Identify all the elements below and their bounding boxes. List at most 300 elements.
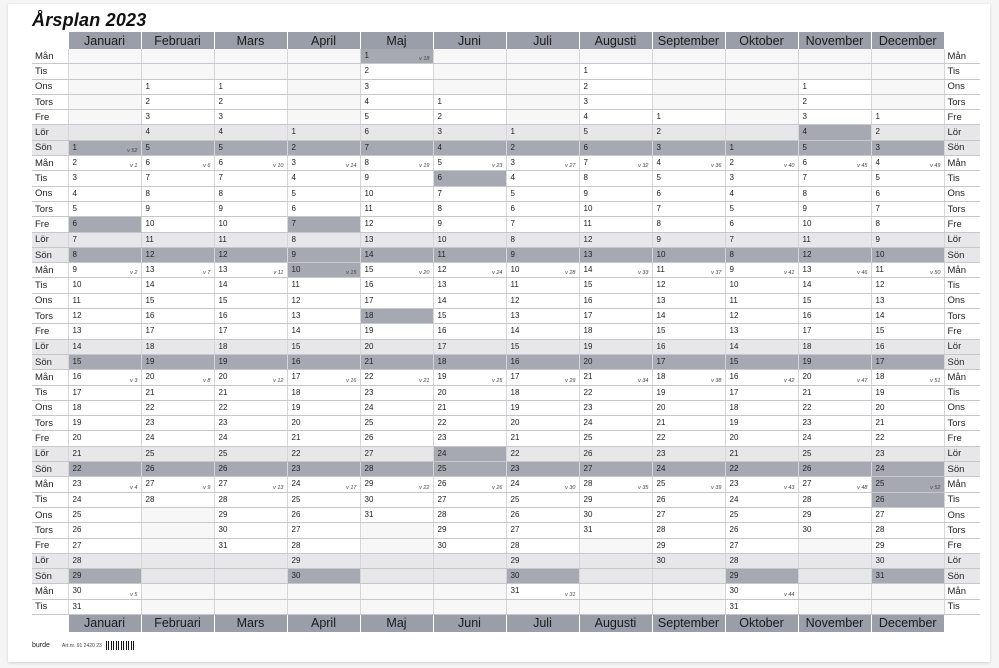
- day-cell[interactable]: [433, 354, 506, 369]
- day-cell[interactable]: [725, 232, 798, 247]
- day-cell[interactable]: [287, 309, 360, 324]
- day-cell[interactable]: [141, 446, 214, 461]
- day-cell[interactable]: [506, 186, 579, 201]
- day-cell[interactable]: [287, 156, 360, 171]
- day-cell[interactable]: [360, 385, 433, 400]
- day-cell[interactable]: [798, 507, 871, 522]
- day-cell[interactable]: [798, 370, 871, 385]
- day-cell[interactable]: [360, 186, 433, 201]
- day-cell[interactable]: [506, 569, 579, 584]
- day-cell[interactable]: [871, 416, 944, 431]
- day-cell[interactable]: [506, 538, 579, 553]
- day-cell[interactable]: [68, 492, 141, 507]
- day-cell[interactable]: [725, 217, 798, 232]
- day-cell[interactable]: [798, 156, 871, 171]
- day-cell[interactable]: [579, 156, 652, 171]
- day-cell[interactable]: [214, 400, 287, 415]
- day-cell[interactable]: [652, 140, 725, 155]
- day-cell[interactable]: [360, 354, 433, 369]
- day-cell[interactable]: [506, 140, 579, 155]
- day-cell[interactable]: [214, 339, 287, 354]
- day-cell[interactable]: [214, 263, 287, 278]
- day-cell[interactable]: [433, 156, 506, 171]
- day-cell[interactable]: [141, 278, 214, 293]
- day-cell[interactable]: [360, 477, 433, 492]
- day-cell[interactable]: [433, 492, 506, 507]
- day-cell[interactable]: [433, 263, 506, 278]
- day-cell[interactable]: [287, 171, 360, 186]
- day-cell[interactable]: [214, 324, 287, 339]
- day-cell[interactable]: [360, 156, 433, 171]
- day-cell[interactable]: [141, 492, 214, 507]
- day-cell[interactable]: [433, 293, 506, 308]
- day-cell[interactable]: [798, 79, 871, 94]
- day-cell[interactable]: [579, 309, 652, 324]
- day-cell[interactable]: [287, 569, 360, 584]
- day-cell[interactable]: [652, 354, 725, 369]
- day-cell[interactable]: [579, 186, 652, 201]
- day-cell[interactable]: [725, 370, 798, 385]
- day-cell[interactable]: [433, 201, 506, 216]
- day-cell[interactable]: [360, 446, 433, 461]
- day-cell[interactable]: [798, 140, 871, 155]
- day-cell[interactable]: [68, 354, 141, 369]
- day-cell[interactable]: [725, 523, 798, 538]
- day-cell[interactable]: [433, 523, 506, 538]
- day-cell[interactable]: [360, 370, 433, 385]
- day-cell[interactable]: [506, 523, 579, 538]
- day-cell[interactable]: [871, 385, 944, 400]
- day-cell[interactable]: [871, 293, 944, 308]
- day-cell[interactable]: [433, 462, 506, 477]
- day-cell[interactable]: [214, 110, 287, 125]
- day-cell[interactable]: [506, 171, 579, 186]
- day-cell[interactable]: [214, 354, 287, 369]
- day-cell[interactable]: [433, 339, 506, 354]
- day-cell[interactable]: [141, 156, 214, 171]
- day-cell[interactable]: [798, 125, 871, 140]
- day-cell[interactable]: [68, 477, 141, 492]
- day-cell[interactable]: [871, 217, 944, 232]
- day-cell[interactable]: [141, 339, 214, 354]
- day-cell[interactable]: [214, 247, 287, 262]
- day-cell[interactable]: [871, 110, 944, 125]
- day-cell[interactable]: [652, 324, 725, 339]
- day-cell[interactable]: [68, 385, 141, 400]
- day-cell[interactable]: [506, 416, 579, 431]
- day-cell[interactable]: [506, 125, 579, 140]
- day-cell[interactable]: [871, 324, 944, 339]
- day-cell[interactable]: [214, 217, 287, 232]
- day-cell[interactable]: [141, 400, 214, 415]
- day-cell[interactable]: [506, 492, 579, 507]
- day-cell[interactable]: [214, 507, 287, 522]
- day-cell[interactable]: [652, 523, 725, 538]
- day-cell[interactable]: [214, 477, 287, 492]
- day-cell[interactable]: [506, 232, 579, 247]
- day-cell[interactable]: [798, 324, 871, 339]
- day-cell[interactable]: [141, 477, 214, 492]
- day-cell[interactable]: [506, 400, 579, 415]
- day-cell[interactable]: [214, 125, 287, 140]
- day-cell[interactable]: [214, 79, 287, 94]
- day-cell[interactable]: [871, 156, 944, 171]
- day-cell[interactable]: [579, 263, 652, 278]
- day-cell[interactable]: [506, 339, 579, 354]
- day-cell[interactable]: [360, 49, 433, 64]
- day-cell[interactable]: [798, 94, 871, 109]
- day-cell[interactable]: [506, 247, 579, 262]
- day-cell[interactable]: [798, 416, 871, 431]
- day-cell[interactable]: [798, 247, 871, 262]
- day-cell[interactable]: [360, 462, 433, 477]
- day-cell[interactable]: [579, 523, 652, 538]
- day-cell[interactable]: [579, 354, 652, 369]
- day-cell[interactable]: [214, 309, 287, 324]
- day-cell[interactable]: [360, 400, 433, 415]
- day-cell[interactable]: [579, 431, 652, 446]
- day-cell[interactable]: [725, 538, 798, 553]
- day-cell[interactable]: [725, 201, 798, 216]
- day-cell[interactable]: [68, 293, 141, 308]
- day-cell[interactable]: [433, 324, 506, 339]
- day-cell[interactable]: [725, 431, 798, 446]
- day-cell[interactable]: [68, 538, 141, 553]
- day-cell[interactable]: [871, 477, 944, 492]
- day-cell[interactable]: [141, 94, 214, 109]
- day-cell[interactable]: [725, 569, 798, 584]
- day-cell[interactable]: [214, 293, 287, 308]
- day-cell[interactable]: [579, 278, 652, 293]
- day-cell[interactable]: [579, 416, 652, 431]
- day-cell[interactable]: [871, 569, 944, 584]
- day-cell[interactable]: [579, 492, 652, 507]
- day-cell[interactable]: [287, 370, 360, 385]
- day-cell[interactable]: [360, 507, 433, 522]
- day-cell[interactable]: [652, 263, 725, 278]
- day-cell[interactable]: [725, 492, 798, 507]
- day-cell[interactable]: [68, 201, 141, 216]
- day-cell[interactable]: [725, 507, 798, 522]
- day-cell[interactable]: [433, 217, 506, 232]
- day-cell[interactable]: [798, 477, 871, 492]
- day-cell[interactable]: [506, 324, 579, 339]
- day-cell[interactable]: [871, 171, 944, 186]
- day-cell[interactable]: [360, 64, 433, 79]
- day-cell[interactable]: [141, 354, 214, 369]
- day-cell[interactable]: [652, 477, 725, 492]
- day-cell[interactable]: [68, 523, 141, 538]
- day-cell[interactable]: [141, 385, 214, 400]
- day-cell[interactable]: [506, 507, 579, 522]
- day-cell[interactable]: [579, 324, 652, 339]
- day-cell[interactable]: [287, 477, 360, 492]
- day-cell[interactable]: [433, 400, 506, 415]
- day-cell[interactable]: [579, 462, 652, 477]
- day-cell[interactable]: [287, 354, 360, 369]
- day-cell[interactable]: [214, 492, 287, 507]
- day-cell[interactable]: [579, 94, 652, 109]
- day-cell[interactable]: [68, 247, 141, 262]
- day-cell[interactable]: [68, 232, 141, 247]
- day-cell[interactable]: [725, 293, 798, 308]
- day-cell[interactable]: [360, 293, 433, 308]
- day-cell[interactable]: [798, 339, 871, 354]
- day-cell[interactable]: [871, 247, 944, 262]
- day-cell[interactable]: [579, 64, 652, 79]
- day-cell[interactable]: [141, 416, 214, 431]
- day-cell[interactable]: [798, 278, 871, 293]
- day-cell[interactable]: [360, 339, 433, 354]
- day-cell[interactable]: [141, 125, 214, 140]
- day-cell[interactable]: [871, 507, 944, 522]
- day-cell[interactable]: [68, 569, 141, 584]
- day-cell[interactable]: [287, 431, 360, 446]
- day-cell[interactable]: [287, 553, 360, 568]
- day-cell[interactable]: [871, 278, 944, 293]
- day-cell[interactable]: [652, 110, 725, 125]
- day-cell[interactable]: [287, 217, 360, 232]
- day-cell[interactable]: [506, 201, 579, 216]
- day-cell[interactable]: [506, 584, 579, 599]
- day-cell[interactable]: [287, 462, 360, 477]
- day-cell[interactable]: [798, 385, 871, 400]
- day-cell[interactable]: [214, 523, 287, 538]
- day-cell[interactable]: [360, 125, 433, 140]
- day-cell[interactable]: [68, 370, 141, 385]
- day-cell[interactable]: [725, 354, 798, 369]
- day-cell[interactable]: [725, 171, 798, 186]
- day-cell[interactable]: [433, 446, 506, 461]
- day-cell[interactable]: [141, 309, 214, 324]
- day-cell[interactable]: [798, 110, 871, 125]
- day-cell[interactable]: [579, 110, 652, 125]
- day-cell[interactable]: [214, 94, 287, 109]
- day-cell[interactable]: [214, 416, 287, 431]
- day-cell[interactable]: [68, 324, 141, 339]
- day-cell[interactable]: [725, 186, 798, 201]
- day-cell[interactable]: [652, 217, 725, 232]
- day-cell[interactable]: [579, 507, 652, 522]
- day-cell[interactable]: [798, 446, 871, 461]
- day-cell[interactable]: [652, 247, 725, 262]
- day-cell[interactable]: [433, 538, 506, 553]
- day-cell[interactable]: [506, 477, 579, 492]
- day-cell[interactable]: [506, 278, 579, 293]
- day-cell[interactable]: [141, 293, 214, 308]
- day-cell[interactable]: [652, 201, 725, 216]
- day-cell[interactable]: [214, 201, 287, 216]
- day-cell[interactable]: [579, 201, 652, 216]
- day-cell[interactable]: [871, 523, 944, 538]
- day-cell[interactable]: [506, 446, 579, 461]
- day-cell[interactable]: [506, 293, 579, 308]
- day-cell[interactable]: [871, 446, 944, 461]
- day-cell[interactable]: [725, 385, 798, 400]
- day-cell[interactable]: [68, 278, 141, 293]
- day-cell[interactable]: [871, 354, 944, 369]
- day-cell[interactable]: [68, 171, 141, 186]
- day-cell[interactable]: [214, 538, 287, 553]
- day-cell[interactable]: [141, 140, 214, 155]
- day-cell[interactable]: [214, 186, 287, 201]
- day-cell[interactable]: [433, 385, 506, 400]
- day-cell[interactable]: [360, 324, 433, 339]
- day-cell[interactable]: [652, 125, 725, 140]
- day-cell[interactable]: [579, 232, 652, 247]
- day-cell[interactable]: [433, 507, 506, 522]
- day-cell[interactable]: [68, 462, 141, 477]
- day-cell[interactable]: [652, 416, 725, 431]
- day-cell[interactable]: [433, 370, 506, 385]
- day-cell[interactable]: [652, 156, 725, 171]
- day-cell[interactable]: [433, 171, 506, 186]
- day-cell[interactable]: [141, 171, 214, 186]
- day-cell[interactable]: [871, 431, 944, 446]
- day-cell[interactable]: [68, 309, 141, 324]
- day-cell[interactable]: [141, 263, 214, 278]
- day-cell[interactable]: [652, 507, 725, 522]
- day-cell[interactable]: [725, 446, 798, 461]
- day-cell[interactable]: [68, 584, 141, 599]
- day-cell[interactable]: [214, 446, 287, 461]
- day-cell[interactable]: [652, 385, 725, 400]
- day-cell[interactable]: [798, 186, 871, 201]
- day-cell[interactable]: [360, 247, 433, 262]
- day-cell[interactable]: [579, 79, 652, 94]
- day-cell[interactable]: [652, 278, 725, 293]
- day-cell[interactable]: [287, 339, 360, 354]
- day-cell[interactable]: [871, 339, 944, 354]
- day-cell[interactable]: [433, 186, 506, 201]
- day-cell[interactable]: [652, 370, 725, 385]
- day-cell[interactable]: [506, 354, 579, 369]
- day-cell[interactable]: [287, 278, 360, 293]
- day-cell[interactable]: [433, 140, 506, 155]
- day-cell[interactable]: [141, 247, 214, 262]
- day-cell[interactable]: [798, 232, 871, 247]
- day-cell[interactable]: [725, 477, 798, 492]
- day-cell[interactable]: [652, 446, 725, 461]
- day-cell[interactable]: [433, 125, 506, 140]
- day-cell[interactable]: [579, 125, 652, 140]
- day-cell[interactable]: [798, 492, 871, 507]
- day-cell[interactable]: [433, 309, 506, 324]
- day-cell[interactable]: [360, 431, 433, 446]
- day-cell[interactable]: [652, 339, 725, 354]
- day-cell[interactable]: [214, 278, 287, 293]
- day-cell[interactable]: [360, 263, 433, 278]
- day-cell[interactable]: [652, 232, 725, 247]
- day-cell[interactable]: [579, 400, 652, 415]
- day-cell[interactable]: [725, 339, 798, 354]
- day-cell[interactable]: [725, 156, 798, 171]
- day-cell[interactable]: [214, 156, 287, 171]
- day-cell[interactable]: [360, 278, 433, 293]
- day-cell[interactable]: [68, 507, 141, 522]
- day-cell[interactable]: [68, 553, 141, 568]
- day-cell[interactable]: [433, 416, 506, 431]
- day-cell[interactable]: [68, 186, 141, 201]
- day-cell[interactable]: [68, 400, 141, 415]
- day-cell[interactable]: [652, 553, 725, 568]
- day-cell[interactable]: [871, 186, 944, 201]
- day-cell[interactable]: [798, 201, 871, 216]
- day-cell[interactable]: [871, 125, 944, 140]
- day-cell[interactable]: [433, 278, 506, 293]
- day-cell[interactable]: [506, 263, 579, 278]
- day-cell[interactable]: [871, 232, 944, 247]
- day-cell[interactable]: [798, 171, 871, 186]
- day-cell[interactable]: [360, 201, 433, 216]
- day-cell[interactable]: [506, 462, 579, 477]
- day-cell[interactable]: [652, 186, 725, 201]
- day-cell[interactable]: [579, 477, 652, 492]
- day-cell[interactable]: [652, 492, 725, 507]
- day-cell[interactable]: [725, 247, 798, 262]
- day-cell[interactable]: [725, 462, 798, 477]
- day-cell[interactable]: [360, 79, 433, 94]
- day-cell[interactable]: [725, 400, 798, 415]
- day-cell[interactable]: [141, 431, 214, 446]
- day-cell[interactable]: [506, 217, 579, 232]
- day-cell[interactable]: [506, 553, 579, 568]
- day-cell[interactable]: [652, 400, 725, 415]
- day-cell[interactable]: [579, 370, 652, 385]
- day-cell[interactable]: [579, 140, 652, 155]
- day-cell[interactable]: [579, 385, 652, 400]
- day-cell[interactable]: [798, 217, 871, 232]
- day-cell[interactable]: [725, 599, 798, 614]
- day-cell[interactable]: [287, 507, 360, 522]
- day-cell[interactable]: [579, 446, 652, 461]
- day-cell[interactable]: [798, 431, 871, 446]
- day-cell[interactable]: [579, 339, 652, 354]
- day-cell[interactable]: [725, 416, 798, 431]
- day-cell[interactable]: [871, 538, 944, 553]
- day-cell[interactable]: [287, 140, 360, 155]
- day-cell[interactable]: [141, 217, 214, 232]
- day-cell[interactable]: [506, 431, 579, 446]
- day-cell[interactable]: [798, 462, 871, 477]
- day-cell[interactable]: [287, 125, 360, 140]
- day-cell[interactable]: [725, 140, 798, 155]
- day-cell[interactable]: [68, 140, 141, 155]
- day-cell[interactable]: [798, 400, 871, 415]
- day-cell[interactable]: [652, 431, 725, 446]
- day-cell[interactable]: [652, 538, 725, 553]
- day-cell[interactable]: [725, 309, 798, 324]
- day-cell[interactable]: [433, 247, 506, 262]
- day-cell[interactable]: [287, 523, 360, 538]
- day-cell[interactable]: [287, 293, 360, 308]
- day-cell[interactable]: [360, 232, 433, 247]
- day-cell[interactable]: [68, 263, 141, 278]
- day-cell[interactable]: [287, 232, 360, 247]
- day-cell[interactable]: [360, 309, 433, 324]
- day-cell[interactable]: [214, 462, 287, 477]
- day-cell[interactable]: [360, 171, 433, 186]
- day-cell[interactable]: [214, 431, 287, 446]
- day-cell[interactable]: [506, 156, 579, 171]
- day-cell[interactable]: [287, 263, 360, 278]
- day-cell[interactable]: [579, 171, 652, 186]
- day-cell[interactable]: [214, 171, 287, 186]
- day-cell[interactable]: [506, 385, 579, 400]
- day-cell[interactable]: [141, 232, 214, 247]
- day-cell[interactable]: [287, 538, 360, 553]
- day-cell[interactable]: [871, 553, 944, 568]
